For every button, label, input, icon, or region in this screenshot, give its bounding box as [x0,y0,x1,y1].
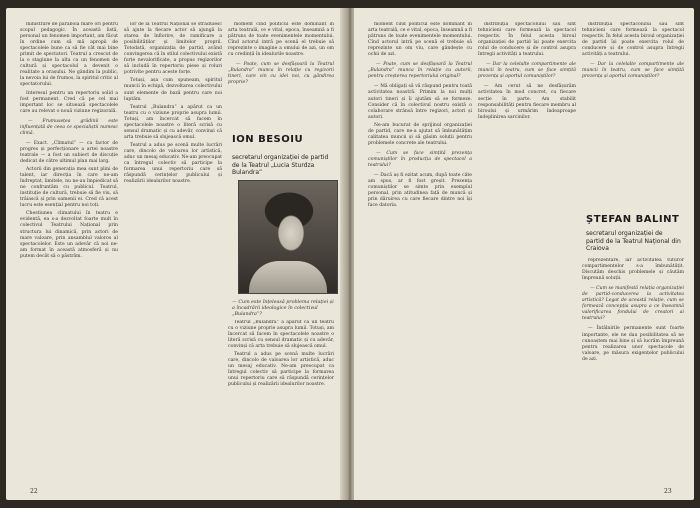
paragraph: — Exact. „Climatul” — ca factor de progres și perfecționare a artei noastre teatrale — a fost un subiect de discuție dedicat de către ultimul plan mai larg. [20,140,118,164]
interviewee-title-2: secretarul organizației de partid de la Teatrul Național din Craiova [586,230,681,252]
paragraph: Interesul pentru un repertoriu solid a fost permanent. Cred că pe cel mai important loc se situează spectacolele care au relevat o nouă viziune regizorală. [20,90,118,114]
interviewee-name: ION BESOIU [232,134,304,145]
paragraph: Actorii din generația mea sunt plini de talent, iar direcția în care ne-am îndreptat, limitele, nu ne-au împiedicat să ne confruntăm cu publicul. Teatrul, instituție de cultură, trebuie să fie viu, să trăiască și prin oamenii ei. Cred că acest lucru este esențial pentru noi toți. [20,167,118,209]
paragraph: Teatrul a adus pe scenă multe lucrări care, dincolo de valoarea lor artistică, aduc un mesaj educativ. Ne-am preocupat ca întregul colectiv să participe la formarea unui repertoriu care să răspundă cerințelor publicului și realizării idealurilor noastre. [124,142,222,185]
interview-question: — Cum se face simțită prezența comuniștilor în producția de spectacol a teatrului? [368,150,472,168]
paragraph: Teatrul „Bulandra” a apărut ca un teatru cu o viziune proprie asupra lumii. Totuși, am încercat să facem în spectacolele noastre o literă scrisă cu sensul dramatic și cu adevăr, convinși că arta trebuie să slujească omul. [124,104,222,140]
interview-question: — Poate, cum se desfășoară la Teatrul „Bulandra” munca în relație cu regizorii tineri, care vin cu idei noi, cu gândirea proprie? [228,62,334,86]
portrait-photo [238,180,338,294]
paragraph: moment cînd politicul este dominant în arta teatrală, ce e vital, epoca, înseamnă a fi pătruns de toate evenimentele momentului. Cînd actorul intră pe scenă el trebuie să reprezinte un om viu, care gândește cu ochii de azi. [368,22,472,58]
paragraph: moment cînd politicul este dominant în arta teatrală, ce e vital, epoca, înseamnă a fi pătruns de toate evenimentele momentului. Cînd actorul intră pe scenă el trebuie să reprezinte o imagine a omului de azi, un om cu credință în idealurile noastre. [228,22,334,58]
right-column-3-top [582,22,684,202]
interviewee-name-2: ȘTEFAN BALINT [586,214,680,225]
paragraph: Teatrul „Bulandra” a apărut ca un teatru cu o viziune proprie asupra lumii. Totuși, am încercat să facem în spectacolele noastre o literă scrisă cu sensul dramatic și cu adevăr, convinși că arta trebuie să slujească omul. [228,320,334,350]
photo-caption: — Cum este înțeleasă problema relației și a încadrării ideologice în colectivul „Bulandra”? [232,300,334,317]
paragraph: — Am cerut să ne desfășurăm activitatea în mod concret, cu fiecare secție în parte. Am stabilit responsabilități pentru fiecare membru al biroului și urmărim îndeaproape îndeplinirea sarcinilor. [478,84,576,120]
paragraph: ministrare de parabola mare ori pentru scopul pedagogic. În această listă, personal un fenomen important, am făcut în ordine cum să mă apropii de spectacolele bune ca să fie cât mai bine primit de spectatori. Teatrul a crescut de la o stagiune la alta ca un fenomen de cultură și spectacolul a devenit o realitate a orașului. Ne gândim la public, la nevoia lui de frumos, la spiritul critic al spectatorului. [20,22,118,88]
page-number-right: 23 [664,488,672,495]
page-number-left: 22 [30,488,38,495]
paragraph: Chestiunea climatului în teatru e evidentă, ea s-a dezvoltat foarte mult în colectivul Teatrului Național prin structura lui dinamică, prin actori de mare valoare, prin ansamblul valoros al spectacolelor. Este un adevăr că noi ne-am format în această atmosferă și nu putem decât să o păstrăm. [20,211,118,259]
right-column-3-bottom [582,258,684,482]
interview-question: — Dar la celelalte compartimente ale muncii în teatru, cum se face simțită prezența și aportul comuniștilor? [478,62,576,80]
interview-question: — Dar la celelalte compartimente ale muncii în teatru, cum se face simțită prezența și aportul comuniștilor? [582,62,684,80]
interviewee-title: secretarul organizației de partid de la Teatrul „Lucia Sturdza Bulandra” [232,154,329,176]
paragraph: Teatrul a adus pe scenă multe lucrări care, dincolo de valoarea lor artistică, aduc un mesaj educativ. Ne-am preocupat ca întregul colectiv să participe la formarea unui repertoriu care să răspundă cerințelor publicului și realizării idealurilor noastre. [228,352,334,388]
interview-question: — Cum se manifestă relația organizației de partid-conducerea la activitatea artistică? Legat de această relație, cum se formează concepția asupra a ce înseamnă valorificarea fondului de creatori ai teatrului? [582,286,684,322]
right-column-1 [368,22,472,492]
left-column-3-bottom [228,320,334,480]
paragraph: — Mă obligați să vă răspund pentru toată activitatea noastră. Primim la noi mulți autori tineri și îi ajutăm să se formeze. Consider că în colectivul nostru există o colaborare strânsă între regizori, actori și autori. [368,84,472,120]
paragraph: — Dacă aș fi ezitat acum, după toate câte am spus, ar fi fost greșit. Prezența comuniștilor se simte prin exemplul personal, prin atitudinea față de muncă și prin dăruirea cu care fiecare dintre noi își face datoria. [368,173,472,209]
paragraph: reprezentare, iar activitatea tuturor compartimentelor s-a îmbunătățit. Discutăm deschis problemele și căutăm împreună soluții. [582,258,684,282]
photo-shirt [249,261,327,293]
right-page [354,8,694,500]
paragraph: — Întâlnirile permanente sunt foarte importante, ele ne dau posibilitatea să ne cunoaștem mai bine și să lucrăm împreună pentru realizarea unor spectacole de valoare, pe măsura exigențelor publicului de azi. [582,326,684,362]
left-page [6,8,346,500]
interview-question: — Poate, cum se desfășoară la Teatrul „Bulandra” munca în relație cu autorii, pentru creșterea repertoriului original? [368,62,472,80]
left-column-2 [124,22,222,492]
paragraph: Totuși, așa cum spuneam, spiritul muncii în echipă, dezvoltarea colectivului sunt elemente de bază pentru care noi luptăm. [124,78,222,102]
paragraph: lor de la Teatrul Național se străduiesc să ajute la fiecare actor să ajungă la starea de înflorire, de ramificare a posibilităților și limitelor proprii. Totodată, organizația de partid, având convingerea că în stilul colectivului există forțe nevalorificate, a propus regizorilor să includă în repertoriu piese și roluri potrivite pentru aceste forțe. [124,22,222,76]
interview-question: — Frumusețea grădinii este influențată de ceea ce specialiștii numesc climă. [20,118,118,136]
right-column-2 [478,22,576,492]
paragraph: Ne-am bucurat de sprijinul organizației de partid, care ne-a ajutat să îmbunătățim calitatea muncii și să găsim soluții pentru problemele concrete ale teatrului. [368,122,472,146]
paragraph: distribuția spectacolului sau sint tehnicieni care formează la spectacol respectiv. În felul acesta biroul organizației de partid își poate exercita rolul de conducere și de control asupra întregii activități a teatrului. [582,22,684,58]
left-column-1 [20,22,118,492]
left-column-3-top [228,22,334,122]
paragraph: distribuția spectacolului sau sint tehnicieni care formează la spectacol respectiv. În felul acesta biroul organizației de partid își poate exercita rolul de conducere și de control asupra întregii activități a teatrului. [478,22,576,58]
